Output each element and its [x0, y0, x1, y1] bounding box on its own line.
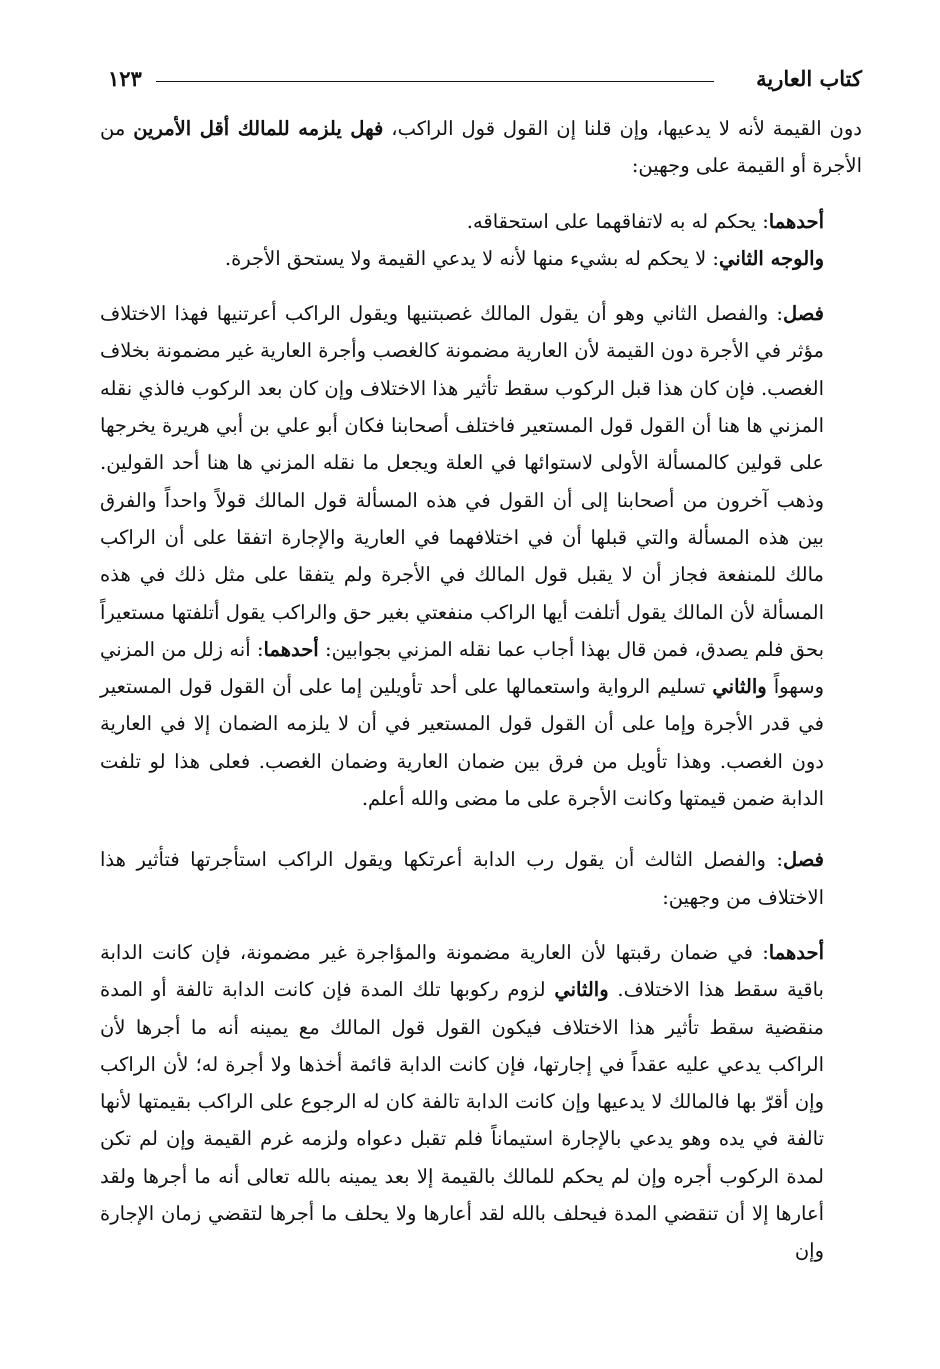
paragraph — [100, 934, 862, 1270]
text-run: لزوم ركوبها تلك المدة فإن كانت الدابة تالفة أو المدة منقضية سقط تأثير هذا الاختلاف فيكون القول قول المالك مع يمينه أنه ما أجرها لأن الراكب يدعي عليه عقداً في إجارتها، فإن كانت الدابة قائمة أخذها ولا أجرة له؛ لأن الراكب وإن أقرّ بها فالمالك لا يدعيها وإن كانت الدابة تالفة كان له الرجوع على الراكب بقيمتها لأنها تالفة في يده وهو يدعي بالإجارة استيماناً فلم تقبل دعواه ولزمه غرم القيمة وإن لم تكن لمدة الركوب أجره وإن لم يحكم للمالك بالقيمة إلا بعد يمينه بالله تعالى أنه ما أجرها ولقد أعارها إلا أن تنقضي المدة فيحلف بالله لقد أعارها ولا يحلف ما أجرها لتقضي زمان الإجارة وإن — [100, 978, 824, 1263]
text-run: من الأجرة أو القيمة على وجهين: — [100, 117, 862, 178]
paragraph — [100, 295, 862, 817]
paragraph — [100, 240, 862, 277]
bold-run: والثاني — [712, 675, 767, 699]
paragraph — [100, 110, 862, 185]
bold-run: فصل — [783, 302, 824, 326]
running-header — [108, 64, 862, 96]
header-rule — [156, 81, 714, 82]
paragraph — [100, 841, 862, 916]
bold-run: والثاني — [554, 978, 609, 1002]
bold-run: أحدهما — [768, 940, 824, 964]
text-run: : يحكم له به لاتفاقهما على استحقاقه. — [466, 209, 769, 233]
text-run: : لا يحكم له بشيء منها لأنه لا يدعي القيمة ولا يستحق الأجرة. — [224, 246, 719, 270]
text-run: : أنه زلل من المزني وسهواً — [100, 637, 825, 699]
bold-run: أحدهما — [768, 209, 824, 233]
text-run: تسليم الرواية واستعمالها على أحد تأويلين إما على أن القول قول المستعير في قدر الأجرة وإما على أن القول قول المستعير في أن لا يلزمه الضمان إلا في العارية دون الغصب. وهذا تأويل من فرق بين ضمان العارية وضمان الغصب. فعلى هذا لو تلفت الدابة ضمن قيمتها وكانت الأجرة على ما مضى والله أعلم. — [100, 675, 824, 811]
bold-run: والوجه الثاني — [718, 246, 824, 270]
page-number: ١٢٣ — [108, 66, 142, 91]
bold-run: فهل يلزمه للمالك أقل الأمرين — [133, 117, 384, 140]
page-body — [100, 110, 862, 1270]
text-run: : والفصل الثاني وهو أن يقول المالك غصبتنيها ويقول الراكب أعرتنيها فهذا الاختلاف مؤثر في الأجرة دون القيمة لأن العارية مضمونة كالغصب وأجرة العارية غير مضمونة بخلاف الغصب. فإن كان هذا قبل الركوب سقط تأثير هذا الاختلاف وإن كان بعد الركوب فالذي نقله المزني ها هنا أن القول قول المستعير فاختلف أصحابنا فكان أبو علي بن أبي هريرة يخرجها على قولين كالمسألة الأولى لاستوائها في العلة ويجعل ما نقله المزني ها هنا أحد القولين. وذهب آخرون من أصحابنا إلى أن القول في هذه المسألة قول المالك قولاً واحداً والفرق بين هذه المسألة والتي قبلها أن في اختلافهما في العارية والإجارة اتفقا على أن الراكب مالك للمنفعة فجاز أن لا يقبل قول المالك في الأجرة ولم يتفقا على مثل ذلك في هذه المسألة لأن المالك يقول أتلفت أيها الراكب منفعتي بغير حق والراكب يقول أتلفتها مستعيراً بحق فلم يصدق، فمن قال بهذا أجاب عما نقله المزني بجوابين: — [100, 302, 824, 661]
text-run: : والفصل الثالث أن يقول رب الدابة أعرتكها ويقول الراكب استأجرتها فتأثير هذا الاختلاف من وجهين: — [100, 848, 824, 909]
paragraph — [100, 203, 862, 240]
text-run: : في ضمان رقبتها لأن العارية مضمونة والمؤاجرة غير مضمونة، فإن كانت الدابة باقية سقط هذا الاختلاف. — [100, 940, 824, 1002]
bold-run: فصل — [783, 848, 824, 872]
chapter-title: كتاب العارية — [756, 66, 862, 91]
bold-run: أحدهما — [263, 637, 319, 661]
text-run: دون القيمة لأنه لا يدعيها، وإن قلنا إن القول قول الراكب، — [383, 117, 862, 140]
